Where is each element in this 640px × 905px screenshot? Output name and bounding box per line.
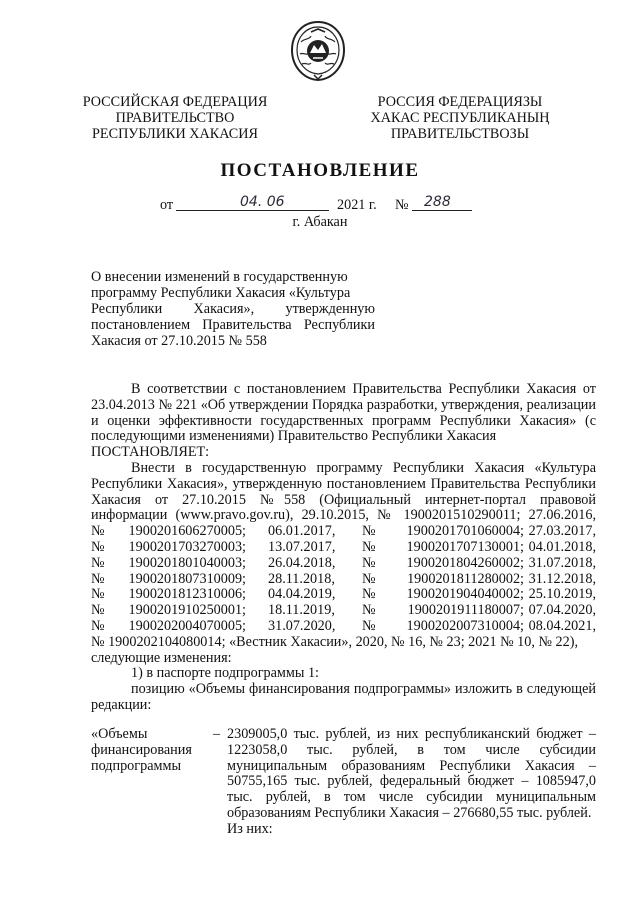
financing-label: «Объемы финансирования подпрограммы (91, 726, 192, 774)
registry-cell: 27.03.2017, (528, 523, 596, 540)
number-handwritten: 288 (424, 194, 451, 210)
header-left-line: ПРАВИТЕЛЬСТВО (115, 110, 235, 126)
registry-cell: № (91, 538, 105, 555)
registry-cell: 1900201807310009; (128, 570, 246, 587)
registry-cell: 1900201910250001; (128, 602, 246, 619)
financing-value-tail: Из них: (227, 820, 273, 837)
subject-line: О внесении изменений в государственную (91, 269, 348, 285)
registry-cell: 04.01.2018, (528, 538, 596, 555)
financing-value (227, 727, 596, 838)
amend-intro-paragraph: Внести в государственную программу Республики Хакасия «Культура Республики Хакасия», утвержденную постановлением Правительства Республики Хакасия от 27.10.2015 №558 (Официальный интернет-портал правовой информации (www.pravo.gov.ru), 29.10.2015, № 1900201510290011; 27.06.2016, (91, 459, 596, 524)
registry-cell: 26.04.2018, (268, 554, 336, 571)
registry-cell: 1900201911180007; (407, 602, 524, 619)
registry-row (91, 619, 596, 635)
header-left-line: РЕСПУБЛИКИ ХАКАСИЯ (92, 126, 258, 142)
registry-cell: 31.12.2018, (528, 570, 596, 587)
document-title: ПОСТАНОВЛЕНИЕ (220, 160, 420, 181)
registry-cell: 04.04.2019, (268, 586, 336, 603)
registry-cell: 07.04.2020, (528, 602, 596, 619)
subject-line: Республики Хакасия», утвержденную (91, 301, 375, 317)
subject-line: Хакасия от 27.10.2015 № 558 (91, 333, 267, 349)
registry-row (91, 524, 596, 540)
registry-cell: № (362, 602, 376, 619)
date-underline (176, 210, 329, 211)
number-sign: № (395, 197, 409, 213)
item-1-position: позицию «Объемы финансирования подпрограммы» изложить в следующей редакции: (91, 681, 596, 713)
registry-cell: 1900201801040003; (128, 554, 246, 571)
registry-cell: № (91, 617, 105, 634)
registry-tail: № 1900202104080014; «Вестник Хакасии», 2020, № 16, № 23; 2021 № 10, № 22), следующие изменения: (91, 633, 579, 666)
registry-row (91, 572, 596, 588)
date-handwritten: 04. 06 (240, 194, 285, 210)
registry-row (91, 556, 596, 572)
registry-cell: 31.07.2020, (268, 617, 336, 634)
registry-cell: № (91, 586, 105, 603)
registry-table (91, 524, 596, 635)
decree-word: ПОСТАНОВЛЯЕТ: (91, 444, 210, 461)
registry-cell: 13.07.2017, (268, 538, 336, 555)
registry-cell: 1900201812310006; (128, 586, 246, 603)
registry-cell: № (362, 538, 376, 555)
registry-cell: 08.04.2021, (528, 617, 596, 634)
financing-value-text: 2309005,0 тыс. рублей, из них республиканский бюджет – 1223058,0 тыс. рублей, в том числе субсидии муниципальным образованиям Республики Хакасия – 50755,165 тыс. рублей, федеральный бюджет – 1085947,0 тыс. рублей, в том числе субсидии муниципальным образованиям Республики Хакасия – 276680,55 тыс. рублей. (227, 726, 596, 821)
header-right-block (355, 94, 565, 142)
registry-cell: 1900201707130001; (406, 538, 524, 555)
registry-cell: № (91, 570, 105, 587)
registry-cell: 18.11.2019, (268, 602, 335, 619)
registry-cell: 31.07.2018, (528, 554, 596, 571)
registry-row (91, 540, 596, 556)
registry-row (91, 603, 596, 619)
city: г. Абакан (292, 214, 348, 230)
date-year: 2021 г. (337, 197, 377, 213)
preamble-paragraph: В соответствии с постановлением Правительства Республики Хакасия от 23.04.2013 № 221 «Об утверждении Порядка разработки, утверждения, реализации и оценки эффективности государственных программ Республики Хакасия» (с последующими изменениями) Правительство Республики Хакасия (91, 381, 596, 445)
coat-of-arms-icon (289, 20, 347, 82)
registry-cell: 1900202004070005; (128, 617, 246, 634)
header-right-line: ПРАВИТЕЛЬСТВОЗЫ (390, 126, 530, 142)
registry-cell: 1900201904040002; (406, 586, 524, 603)
registry-cell: 28.11.2018, (268, 570, 335, 587)
registry-cell: 1900201804260002; (406, 554, 524, 571)
registry-cell: № (362, 570, 376, 587)
registry-cell: 1900201703270003; (128, 538, 246, 555)
header-right-line: ХАКАС РЕСПУБЛИКАНЫҢ (370, 110, 550, 126)
subject-line: постановлением Правительства Республики (91, 317, 375, 333)
registry-cell: 1900201811280002; (407, 570, 524, 587)
registry-cell: 06.01.2017, (268, 523, 336, 540)
registry-cell: № (91, 554, 105, 571)
item-1: 1) в паспорте подпрограммы 1: (131, 665, 319, 682)
registry-row (91, 587, 596, 603)
subject-line: программу Республики Хакасия «Культура (91, 285, 351, 301)
registry-cell: № (91, 523, 105, 540)
registry-cell: 1900201701060004; (406, 523, 524, 540)
document-subject (91, 269, 375, 349)
registry-cell: № (362, 586, 376, 603)
document-body (91, 382, 596, 714)
registry-cell: № (362, 523, 376, 540)
header-left-block (70, 94, 280, 142)
header-right-line: РОССИЯ ФЕДЕРАЦИЯЗЫ (377, 94, 543, 110)
number-underline (412, 210, 472, 211)
registry-cell: 25.10.2019, (528, 586, 596, 603)
financing-dash: – (213, 726, 221, 742)
registry-cell: № (362, 617, 376, 634)
header-left-line: РОССИЙСКАЯ ФЕДЕРАЦИЯ (82, 94, 268, 110)
registry-cell: 1900201606270005; (128, 523, 246, 540)
date-prefix: от (160, 197, 174, 213)
registry-cell: № (91, 602, 105, 619)
registry-cell: 1900202007310004; (406, 617, 524, 634)
registry-cell: № (362, 554, 376, 571)
